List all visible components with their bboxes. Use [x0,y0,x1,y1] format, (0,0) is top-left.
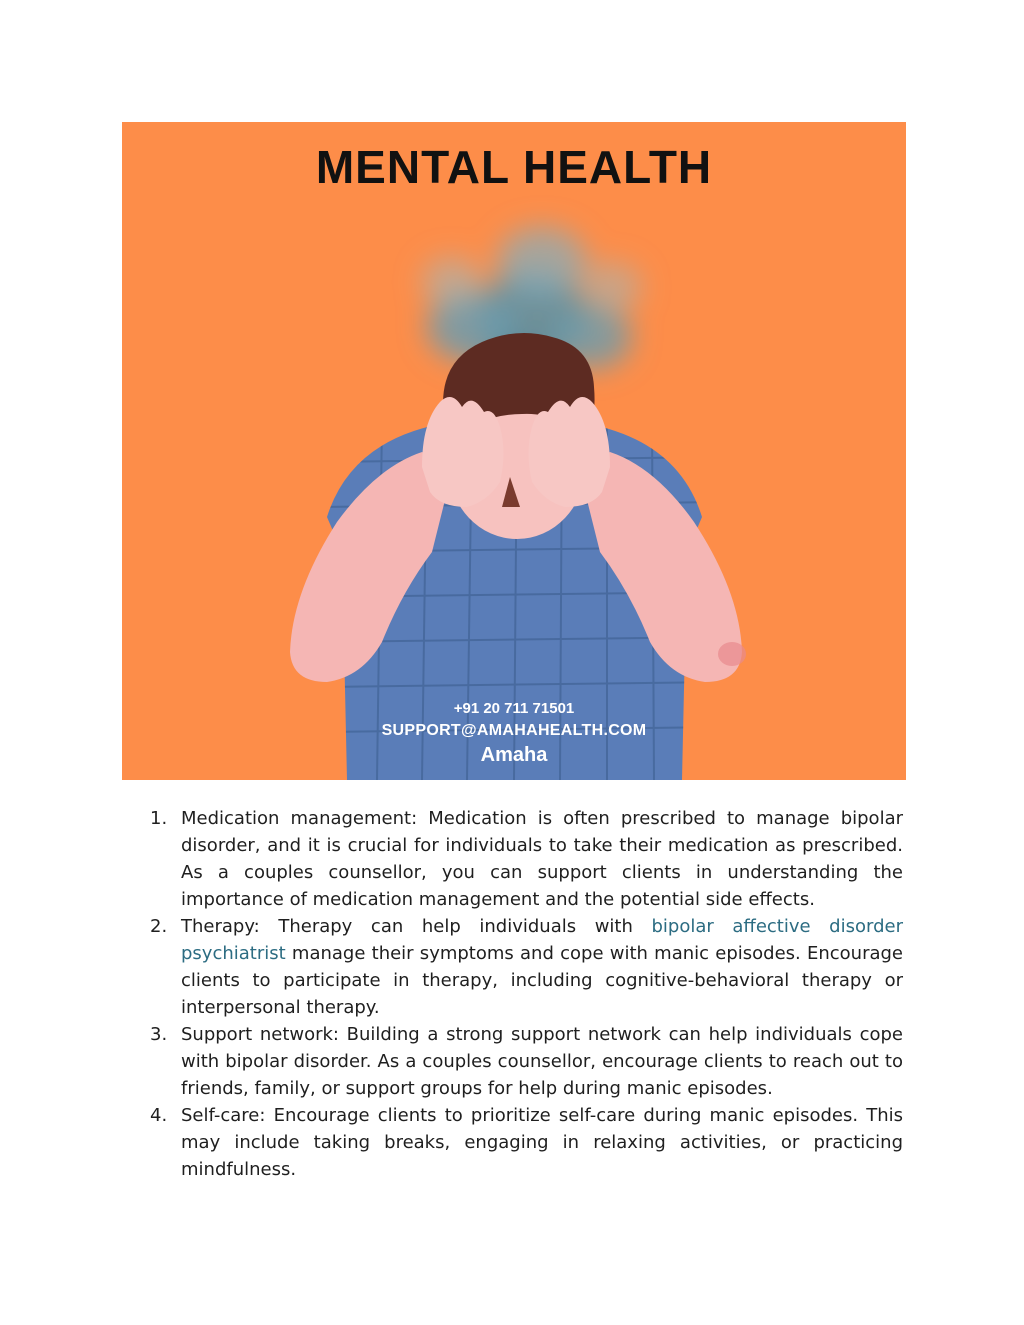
list-item-number: 4. [150,1105,168,1126]
list-item-text: Therapy: Therapy can help individuals with [181,916,652,937]
list-item [150,1102,903,1183]
mental-health-poster [122,122,906,780]
stressed-person-illustration [122,122,906,780]
poster-title: MENTAL HEALTH [315,141,713,193]
list-item-text: manage their symptoms and cope with manic episodes. Encourage clients to participate in therapy, including cognitive-behavioral therapy or interpersonal therapy. [181,943,903,1018]
list-item-text: Support network: Building a strong support network can help individuals cope with bipolar disorder. As a couples counsellor, encourage clients to reach out to friends, family, or support groups for help during manic episodes. [181,1024,903,1099]
left-hand [422,397,504,507]
numbered-list [150,805,903,1183]
list-item [150,805,903,913]
list-item [150,1021,903,1102]
list-item-number: 2. [150,916,168,937]
right-hand [529,397,611,507]
list-item-text: Medication management: Medication is often prescribed to manage bipolar disorder, and it is crucial for individuals to take their medication as prescribed. As a couples counsellor, you can support clients in understanding the importance of medication management and the potential side effects. [181,808,903,910]
poster-phone: +91 20 711 71501 [453,700,575,717]
poster-email: SUPPORT@AMAHAHEALTH.COM [381,722,647,739]
list-item-text: Self-care: Encourage clients to prioritize self-care during manic episodes. This may include taking breaks, engaging in relaxing activities, or practicing mindfulness. [181,1105,903,1180]
list-item [150,913,903,1021]
list-item-number: 3. [150,1024,168,1045]
list-item-number: 1. [150,808,168,829]
poster-brand: Amaha [480,744,548,766]
psychiatrist-link[interactable]: bipolar affective disorder psychiatrist [181,916,903,964]
